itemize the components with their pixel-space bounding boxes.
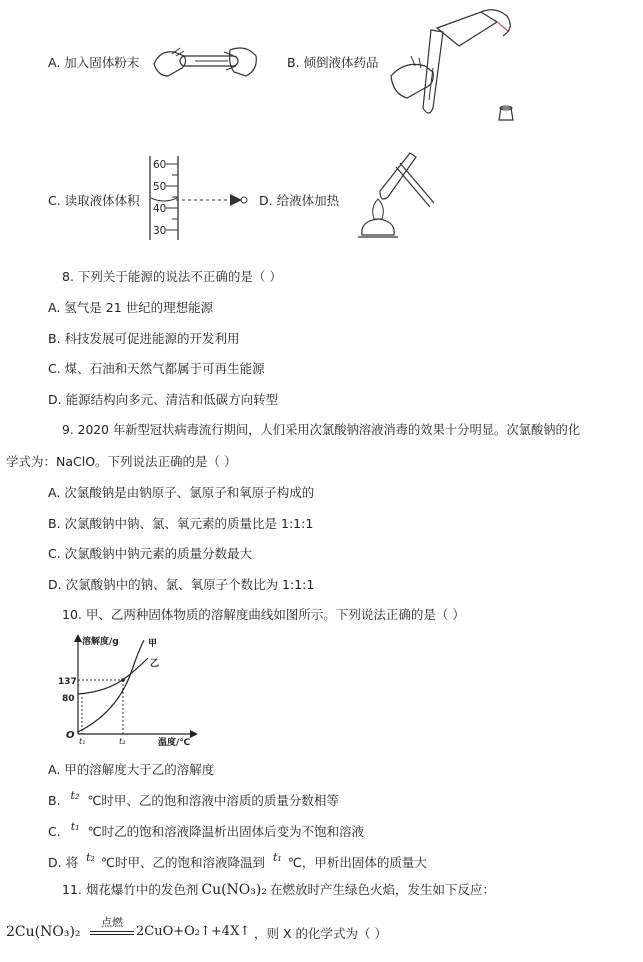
- q8-stem: 8. 下列关于能源的说法不正确的是（ ）: [62, 269, 282, 284]
- q9-stem-line1: 9. 2020 年新型冠状病毒流行期间，人们采用次氯酸钠溶液消毒的效果十分明显。次氯酸钠的化: [62, 423, 581, 437]
- legend-jia: 甲: [148, 639, 158, 649]
- heat-liquid-illustration: [340, 143, 440, 243]
- q10-option-c-rest: ℃时乙的饱和溶液降温析出固体后变为不饱和溶液: [87, 824, 365, 839]
- legend-yi: 乙: [150, 659, 160, 669]
- x-axis-label: 温度/℃: [158, 738, 191, 747]
- q8-option-c: C. 煤、石油和天然气都属于可再生能源: [48, 361, 265, 376]
- curve-yi: [78, 658, 148, 694]
- y-tick-137: 137: [58, 677, 77, 687]
- q11-compound: Cu(NO₃)₂: [201, 882, 267, 898]
- y-axis-label: 溶解度/g: [82, 637, 119, 647]
- q10-option-b-t2: t₂: [70, 789, 80, 802]
- q8-option-a: A. 氢气是 21 世纪的理想能源: [48, 300, 214, 315]
- q11-stem: [62, 880, 495, 898]
- q10-option-b: [48, 791, 339, 809]
- q11-products: 2CuO+O₂↑+4X↑: [136, 924, 251, 939]
- q10-option-d-prefix: D. 将: [48, 855, 79, 870]
- q10-option-a: A. 甲的溶解度大于乙的溶解度: [48, 762, 215, 777]
- option-a-label: A. 加入固体粉末: [48, 55, 140, 70]
- q10-option-b-prefix: B.: [48, 793, 61, 808]
- q10-option-d-rest: ℃，甲析出固体的质量大: [287, 855, 427, 870]
- q8-option-b: B. 科技发展可促进能源的开发利用: [48, 331, 240, 346]
- q9-option-a: A. 次氯酸钠是由钠原子、氯原子和氧原子构成的: [48, 485, 315, 500]
- q11-reaction-line-top: [90, 931, 134, 932]
- option-d-label: D. 给液体加热: [259, 193, 340, 208]
- cylinder-tick-50: 50: [153, 181, 167, 193]
- origin-label: O: [66, 730, 75, 741]
- x-tick-t2: t₂: [119, 737, 126, 746]
- q9-option-c: C. 次氯酸钠中钠元素的质量分数最大: [48, 546, 253, 561]
- pour-liquid-illustration: [385, 8, 525, 128]
- q11-reactant: 2Cu(NO₃)₂: [6, 924, 81, 940]
- q10-option-c: [48, 822, 364, 840]
- cylinder-tick-30: 30: [153, 225, 167, 237]
- solubility-curve-chart: [58, 632, 208, 747]
- q10-option-b-rest: ℃时甲、乙的饱和溶液中溶质的质量分数相等: [87, 793, 339, 808]
- q10-option-c-t1: t₁: [70, 820, 80, 833]
- q11-condition: 点燃: [101, 916, 123, 929]
- q9-option-b: B. 次氯酸钠中钠、氯、氧元素的质量比是 1:1:1: [48, 516, 314, 531]
- option-c-label: C. 读取液体体积: [48, 193, 140, 208]
- q9-stem-line2: 学式为：NaClO。下列说法正确的是（ ）: [6, 454, 237, 469]
- q10-option-c-prefix: C.: [48, 824, 61, 839]
- q11-stem-rest: 在燃放时产生绿色火焰，发生如下反应：: [269, 882, 495, 897]
- q10-option-d-t2: t₂: [86, 851, 95, 864]
- option-b-label: B. 倾倒液体药品: [287, 55, 379, 70]
- q11-reaction-line-bottom: [90, 934, 134, 935]
- q10-option-d-t1: t₁: [272, 851, 282, 864]
- q10-stem: 10. 甲、乙两种固体物质的溶解度曲线如图所示。下列说法正确的是（ ）: [62, 607, 465, 622]
- x-tick-t1: t₁: [79, 737, 86, 746]
- q9-option-d: D. 次氯酸钠中的钠、氯、氧原子个数比为 1:1:1: [48, 577, 315, 592]
- q8-option-d: D. 能源结构向多元、清洁和低碳方向转型: [48, 392, 279, 407]
- cylinder-tick-60: 60: [153, 159, 167, 171]
- q10-option-d-mid: ℃时甲、乙的饱和溶液降温到: [100, 855, 265, 870]
- q11-stem-prefix: 11. 烟花爆竹中的发色剂: [62, 882, 199, 897]
- q11-ask: ，则 X 的化学式为（ ）: [254, 926, 387, 941]
- graduated-cylinder-illustration: [146, 154, 256, 244]
- add-powder-illustration: [150, 36, 260, 84]
- y-tick-80: 80: [62, 694, 75, 704]
- cylinder-tick-40: 40: [153, 203, 167, 215]
- q10-option-d: [48, 853, 427, 871]
